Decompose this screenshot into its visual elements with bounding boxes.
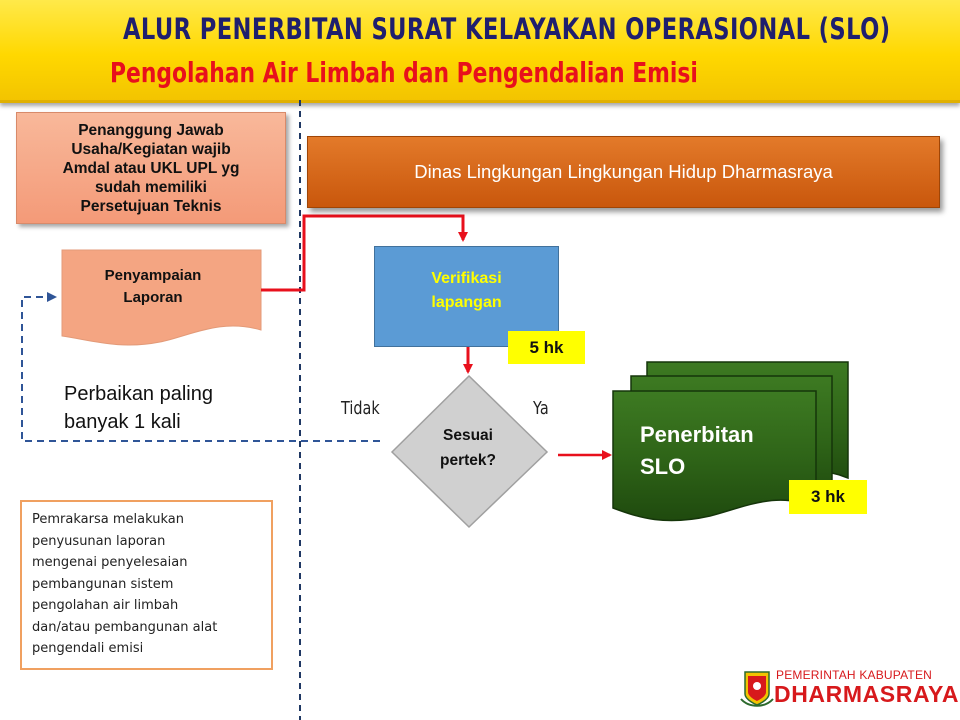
decision-yes-label: Ya [533,398,549,419]
logo-pemerintah-kabupaten: PEMERINTAH KABUPATEN [776,668,933,682]
actor-dinas-lingkungan-hidup: Dinas Lingkungan Lingkungan Hidup Dharmasraya [307,136,940,208]
decision-sesuai-pertek: Sesuai pertek? [440,427,496,469]
step-verifikasi-lapangan: Verifikasi lapangan [374,246,559,347]
logo-dharmasraya: DHARMASRAYA [774,681,960,707]
pemrakarsa-note: Pemrakarsa melakukan penyusunan laporan mengenai penyelesaian pembangunan sistem pengolahan air limbah dan/atau pembangunan alat pengendali emisi [20,500,273,670]
actor-penanggung-jawab: Penanggung Jawab Usaha/Kegiatan wajib Amdal atau UKL UPL yg sudah memiliki Persetujuan Teknis [16,112,286,224]
page-title: ALUR PENERBITAN SURAT KELAYAKAN OPERASIONAL (SLO) [123,12,891,46]
page-subtitle: Pengolahan Air Limbah dan Pengendalian Emisi [110,56,698,89]
penerbitan-duration-badge: 3 hk [789,480,867,514]
step-penyampaian-laporan: Penyampaian Laporan [104,267,202,306]
dharmasraya-emblem-icon [741,672,773,706]
step-penerbitan-slo: Penerbitan SLO [640,422,754,479]
loop-note: Perbaikan paling banyak 1 kali [64,383,213,433]
verifikasi-duration-badge: 5 hk [508,331,585,364]
decision-no-label: Tidak [341,398,380,419]
